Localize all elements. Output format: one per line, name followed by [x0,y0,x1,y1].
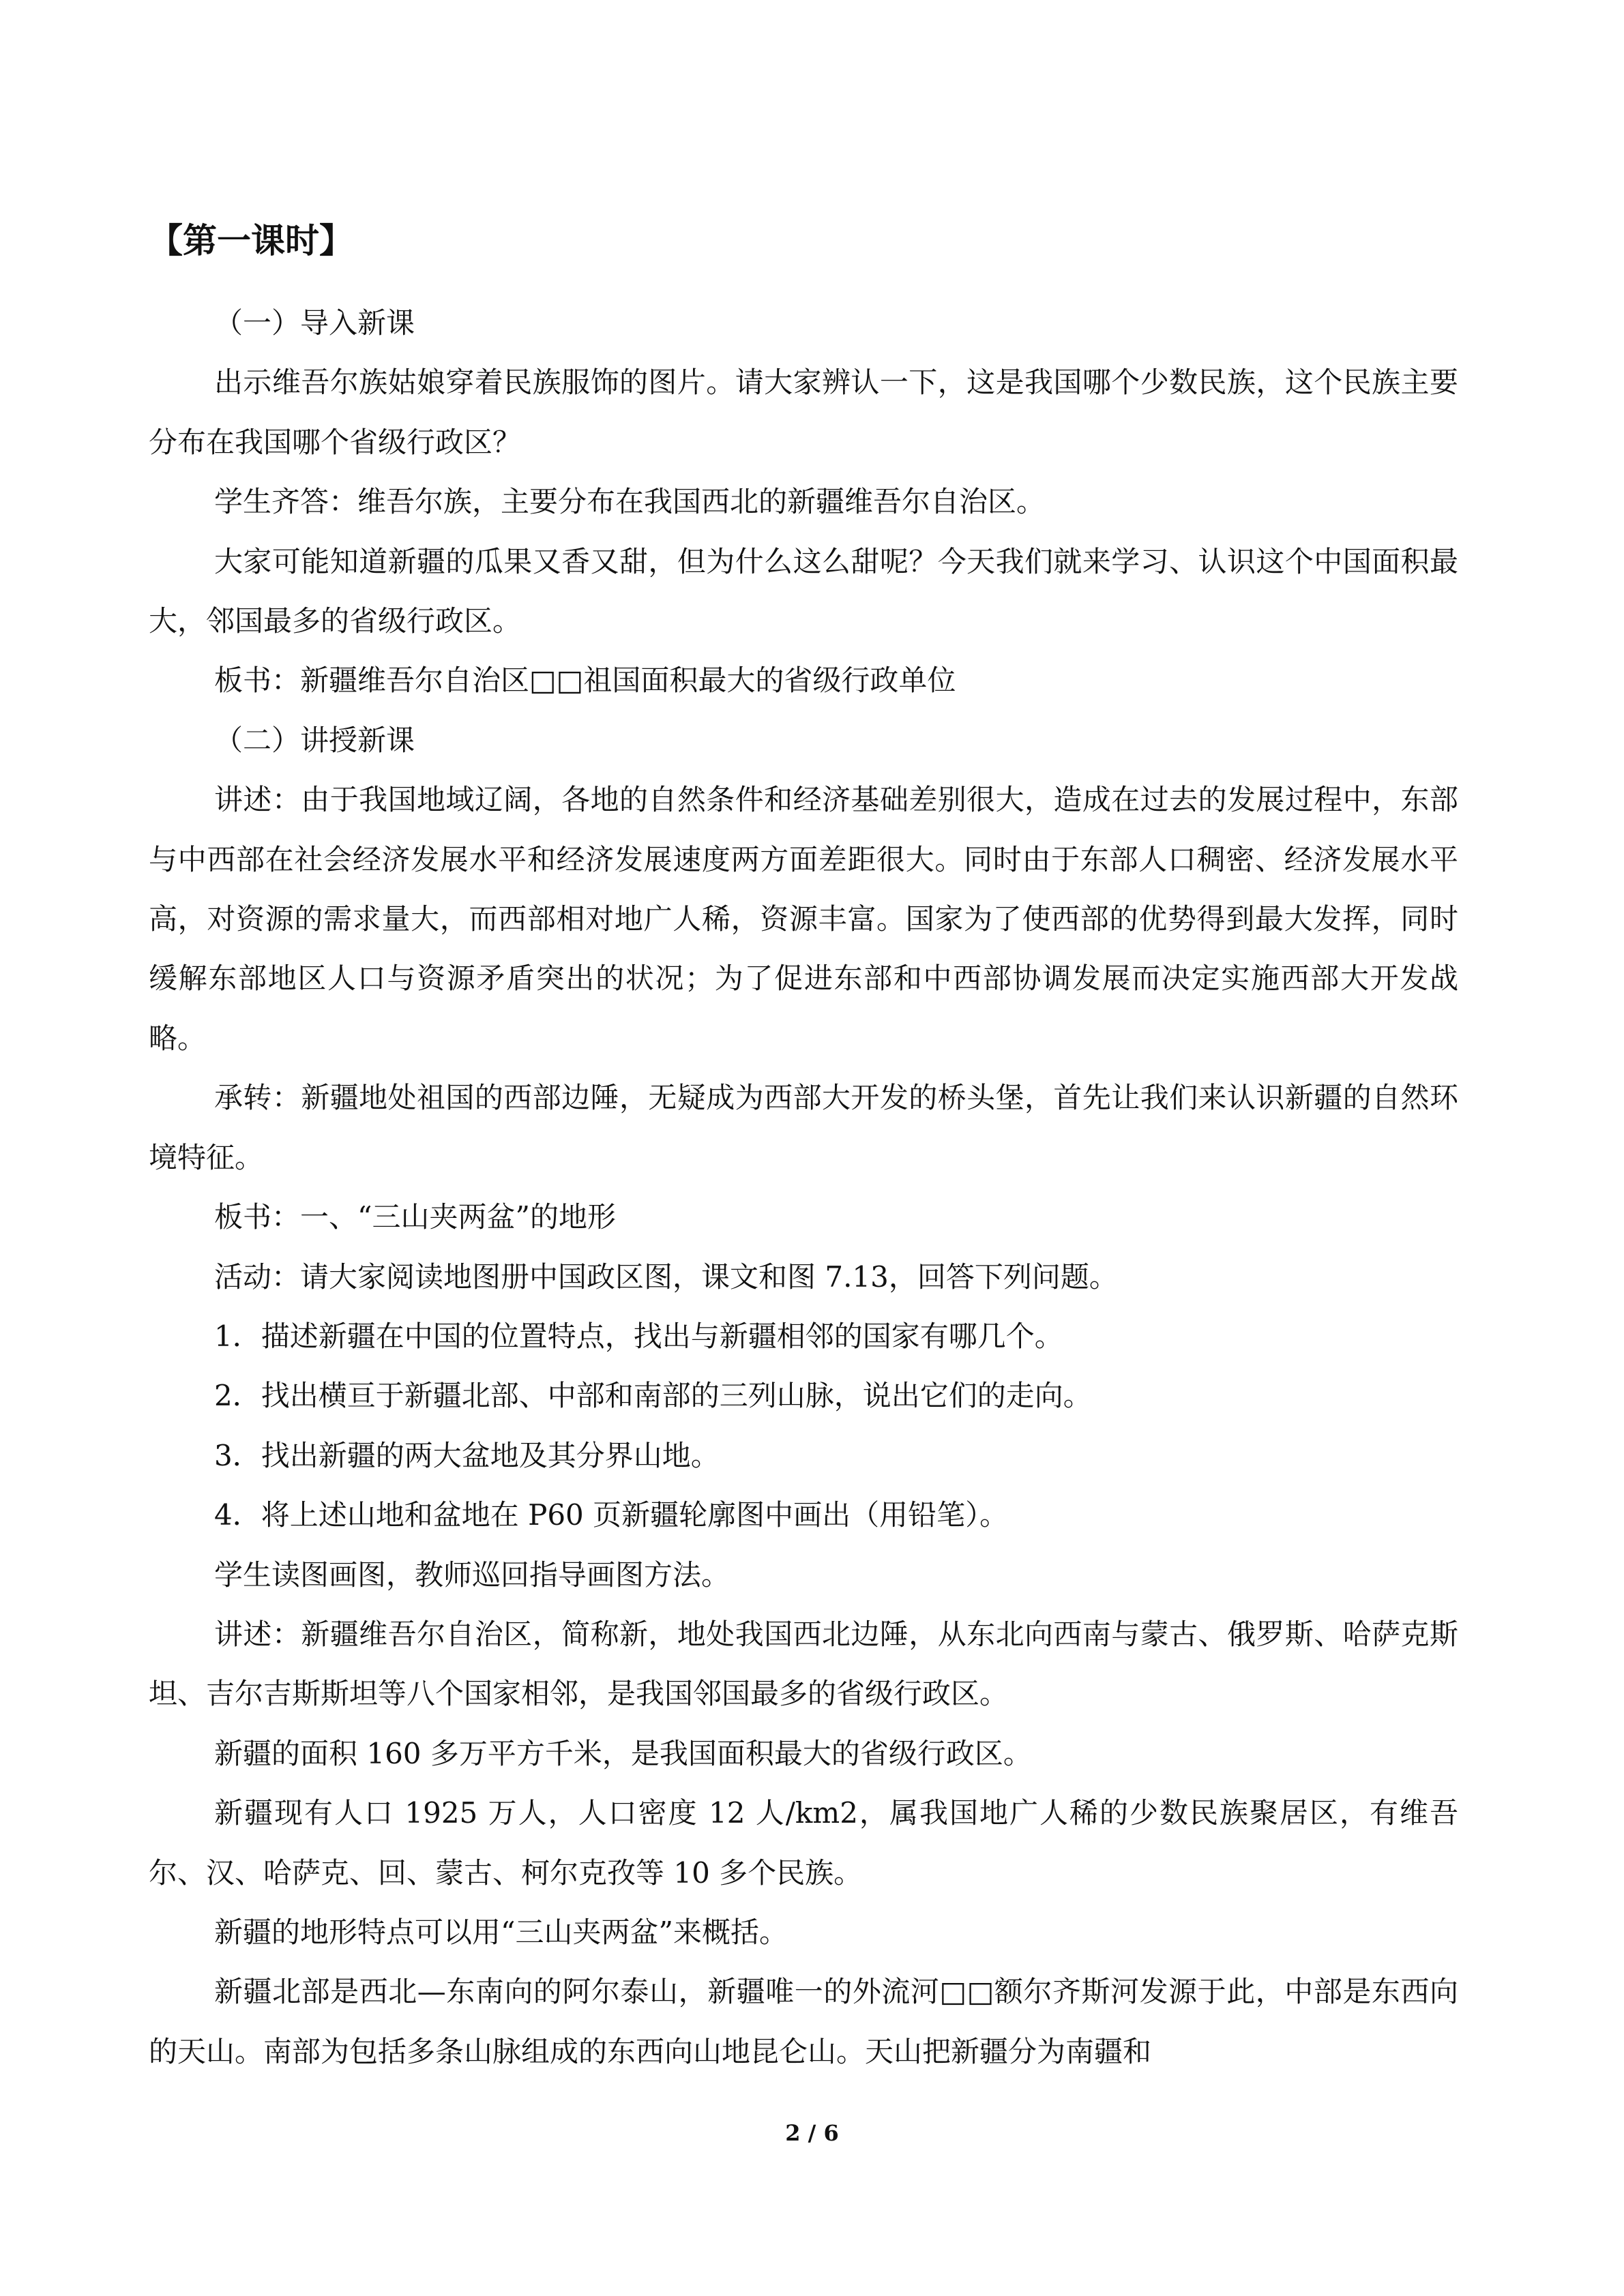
paragraph: 新疆的地形特点可以用“三山夹两盆”来概括。 [214,1915,788,1949]
question-item: 1．描述新疆在中国的位置特点，找出与新疆相邻的国家有哪几个。 [214,1319,1063,1353]
section-title-teaching: （二）讲授新课 [214,723,415,757]
paragraph: 新疆北部是西北—东南向的阿尔泰山，新疆唯一的外流河□□额尔齐斯河发源于此，中部是东西向的天山。南部为包括多条山脉组成的东西向山地昆仑山。天山把新疆分为南疆和 [149,1975,1458,2068]
paragraph: 大家可能知道新疆的瓜果又香又甜，但为什么这么甜呢？今天我们就来学习、认识这个中国面积最大，邻国最多的省级行政区。 [149,544,1458,638]
question-item: 4．将上述山地和盆地在 P60 页新疆轮廓图中画出（用铅笔）。 [214,1498,1009,1532]
blackboard-note: 板书：一、“三山夹两盆”的地形 [214,1200,616,1234]
blackboard-note: 板书：新疆维吾尔自治区□□祖国面积最大的省级行政单位 [214,664,956,698]
paragraph: 出示维吾尔族姑娘穿着民族服饰的图片。请大家辨认一下，这是我国哪个少数民族，这个民族主要分布在我国哪个省级行政区？ [149,366,1458,459]
paragraph: 讲述：新疆维吾尔自治区，简称新，地处我国西北边陲，从东北向西南与蒙古、俄罗斯、哈萨克斯坦、吉尔吉斯斯坦等八个国家相邻，是我国邻国最多的省级行政区。 [149,1617,1458,1711]
section-title-intro: （一）导入新课 [214,306,415,340]
paragraph: 学生读图画图，教师巡回指导画图方法。 [214,1557,730,1592]
question-item: 3．找出新疆的两大盆地及其分界山地。 [214,1438,720,1472]
page-number: 2 / 6 [785,2120,839,2146]
lesson-heading: 【第一课时】 [149,220,353,260]
paragraph: 新疆现有人口 1925 万人，人口密度 12 人/km2，属我国地广人稀的少数民族聚居区，有维吾尔、汉、哈萨克、回、蒙古、柯尔克孜等 10 多个民族。 [149,1796,1458,1890]
paragraph: 讲述：由于我国地域辽阔，各地的自然条件和经济基础差别很大，造成在过去的发展过程中，东部与中西部在社会经济发展水平和经济发展速度两方面差距很大。同时由于东部人口稠密、经济发展水平高，对资源的需求量大，而西部相对地广人稀，资源丰富。国家为了使西部的优势得到最大发挥，同时缓解东部地区人口与资源矛盾突出的状况；为了促进东部和中西部协调发展而决定实施西部大开发战略。 [149,783,1458,1055]
paragraph: 学生齐答：维吾尔族，主要分布在我国西北的新疆维吾尔自治区。 [214,485,1046,519]
question-item: 2．找出横亘于新疆北部、中部和南部的三列山脉，说出它们的走向。 [214,1379,1092,1413]
activity-prompt: 活动：请大家阅读地图册中国政区图，课文和图 7.13，回答下列问题。 [214,1259,1118,1294]
lesson-body [149,293,1458,2081]
paragraph: 承转：新疆地处祖国的西部边陲，无疑成为西部大开发的桥头堡，首先让我们来认识新疆的自然环境特征。 [149,1081,1458,1174]
paragraph: 新疆的面积 160 多万平方千米，是我国面积最大的省级行政区。 [214,1736,1032,1770]
